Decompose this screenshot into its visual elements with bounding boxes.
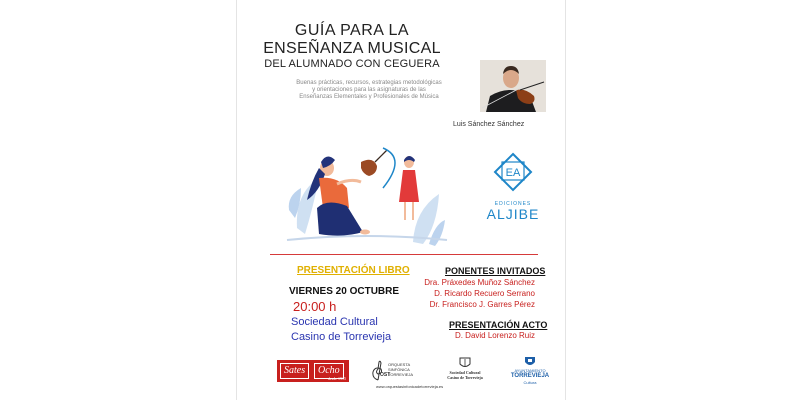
violin-icon xyxy=(361,150,387,176)
venue-line-2: Casino de Torrevieja xyxy=(291,331,392,343)
treble-clef-icon xyxy=(370,360,391,382)
presenter-heading: PRESENTACIÓN ACTO xyxy=(449,320,548,330)
orchestra-url: www.orquestasinfonicadetorrevieja.es xyxy=(376,384,444,389)
event-venue xyxy=(291,315,391,345)
violinist-photo-icon xyxy=(480,60,546,112)
ayuntamiento-line-1: AYUNTAMIENTO xyxy=(514,368,546,373)
sponsor-logos xyxy=(237,352,565,392)
sponsor-logo-orchestra xyxy=(370,360,444,389)
child-figure-icon xyxy=(399,156,419,220)
author-photo xyxy=(480,60,546,112)
speakers-list xyxy=(397,277,535,310)
speaker-name: Dr. Francisco J. Garres Pérez xyxy=(429,300,535,309)
event-date: VIERNES 20 OCTUBRE xyxy=(289,286,400,297)
casino-name xyxy=(445,370,485,380)
title-line-2: ENSEÑANZA MUSICAL xyxy=(263,40,441,57)
subtitle-line-3: Enseñanzas Elementales y Profesionales de Música xyxy=(299,94,439,100)
casino-line-1: Sociedad Cultural xyxy=(449,370,481,375)
publisher-logo xyxy=(483,152,543,222)
event-poster xyxy=(236,0,566,400)
subtitle-line-1: Buenas prácticas, recursos, estrategias metodológicas xyxy=(296,80,442,86)
presentation-heading: PRESENTACIÓN LIBRO xyxy=(297,265,410,276)
title-line-1: GUÍA PARA LA xyxy=(294,22,410,39)
speaker-name: Dra. Práxedes Muñoz Sánchez xyxy=(424,278,535,287)
sponsor-logo-ayuntamiento xyxy=(505,356,555,388)
book-subtitle xyxy=(279,80,459,101)
sponsor-logo-sates-ocho xyxy=(277,360,349,382)
svg-text:EA: EA xyxy=(505,167,521,179)
svg-text:OST: OST xyxy=(380,372,391,378)
title-line-3: DEL ALUMNADO CON CEGUERA xyxy=(264,58,440,70)
sponsor-logo-casino xyxy=(445,354,485,390)
speakers-heading: PONENTES INVITADOS xyxy=(445,266,546,276)
city-shield-icon xyxy=(524,356,536,368)
presenter-name: D. David Lorenzo Ruiz xyxy=(454,331,535,340)
publisher-label-big: ALJIBE xyxy=(486,206,540,222)
subtitle-line-2: y orientaciones para las asignaturas de las xyxy=(312,87,426,93)
mother-figure-icon xyxy=(307,156,370,235)
event-time: 20:00 h xyxy=(293,299,337,314)
ayuntamiento-line-2: TORREVIEJA xyxy=(510,373,550,379)
publisher-diamond-logo-icon xyxy=(493,152,533,194)
sponsor-1-word-a: Sates xyxy=(280,363,309,379)
music-arc-icon xyxy=(383,148,395,188)
mother-child-violin-illustration xyxy=(287,138,447,248)
speaker-name: D. Ricardo Recuero Serrano xyxy=(434,289,535,298)
casino-crest-icon xyxy=(458,356,472,370)
casino-line-2: Casino de Torrevieja xyxy=(447,375,483,380)
orchestra-line-2: SINFÓNICA xyxy=(388,367,410,372)
venue-line-1: Sociedad Cultural xyxy=(291,316,378,328)
sponsor-1-tagline: desde 1915 xyxy=(327,376,346,381)
author-name: Luis Sánchez Sánchez xyxy=(453,121,525,128)
ayuntamiento-line-3: Cultura xyxy=(523,380,537,385)
section-divider xyxy=(270,254,538,255)
publisher-label-small: EDICIONES xyxy=(494,201,532,207)
orchestra-line-1: ORQUESTA xyxy=(388,362,411,367)
book-title xyxy=(237,22,467,71)
sponsor-1-word-b: Ocho xyxy=(314,363,344,379)
orchestra-line-3: TORREVIEJA xyxy=(388,372,414,377)
orchestra-name xyxy=(388,362,413,377)
